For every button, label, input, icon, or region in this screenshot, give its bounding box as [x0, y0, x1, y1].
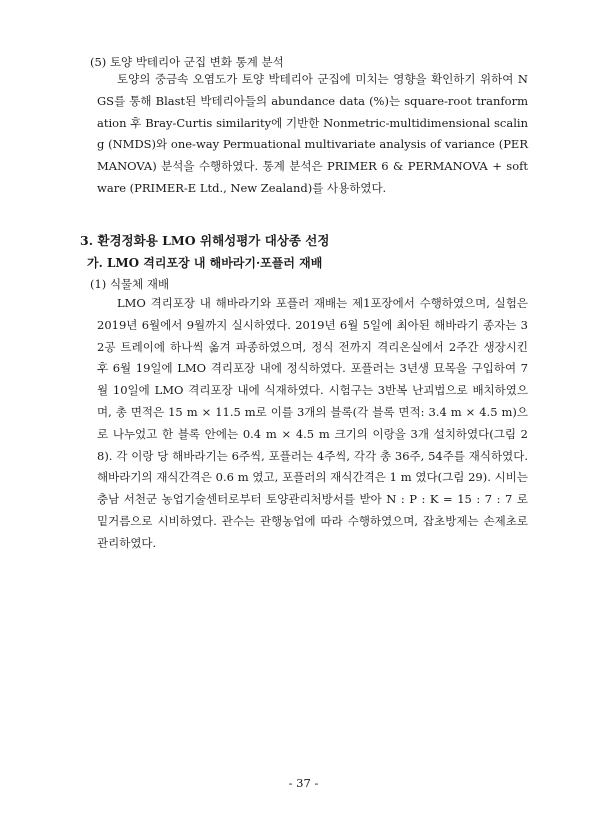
- plant-cultivation-paragraph: LMO 격리포장 내 해바라기와 포플러 재배는 제1포장에서 수행하였으며, 실험은 2019년 6월에서 9월까지 실시하였다. 2019년 6월 5일에 최아된 해바라기 종자는 32공 트레이에 하나씩 옮겨 파종하였으며, 정식 전까지 격리온실에서 2주간 생장시킨 후 6월 19일에 LMO 격리포장 내에 정식하였다. 포플러는 3년생 묘목을 구입하여 7월 10일에 LMO 격리포장 내에 식재하였다. 시험구는 3반복 난괴법으로 배치하였으며, 총 면적은 15 m × 11.5 m로 이를 3개의 블록(각 블록 면적: 3.4 m × 4.5 m)으로 나누었고 한 블록 안에는 0.4 m × 4.5 m 크기의 이랑을 3개 설치하였다(그림 28). 각 이랑 당 해바라기는 6주씩, 포플러는 4주씩, 각각 총 36주, 54주를 재식하였다. 해바라기의 재식간격은 0.6 m 였고, 포플러의 재식간격은 1 m 였다(그림 29). 시비는 충남 서천군 농업기술센터로부터 토양관리처방서를 받아 N : P : K = 15 : 7 : 7 로 밑거름으로 시비하였다. 관수는 관행농업에 따라 수행하였으며, 잡초방제는 손제초로 관리하였다.: [97, 296, 528, 550]
- page-number: - 37 -: [288, 776, 319, 790]
- section-title: 3. 환경정화용 LMO 위해성평가 대상종 선정: [80, 233, 330, 248]
- subsection-title: 가. LMO 격리포장 내 해바라기·포플러 재배: [87, 256, 323, 270]
- statistics-analysis-heading: (5) 토양 박테리아 군집 변화 통계 분석: [90, 55, 284, 69]
- plant-cultivation-heading: (1) 식물체 재배: [90, 277, 170, 291]
- statistics-analysis-paragraph: 토양의 중금속 오염도가 토양 박테리아 군집에 미치는 영향을 확인하기 위하여 NGS를 통해 Blast된 박테리아들의 abundance data (%)는 square-root tranformation 후 Bray-Curtis similarity에 기반한 Nonmetric-multidimensional scaling (NMDS)와 one-way Permuational multivariate analysis of variance (PERMANOVA) 분석을 수행하였다. 통계 분석은 PRIMER 6 & PERMANOVA + software (PRIMER-E Ltd., New Zealand)를 사용하였다.: [97, 72, 528, 195]
